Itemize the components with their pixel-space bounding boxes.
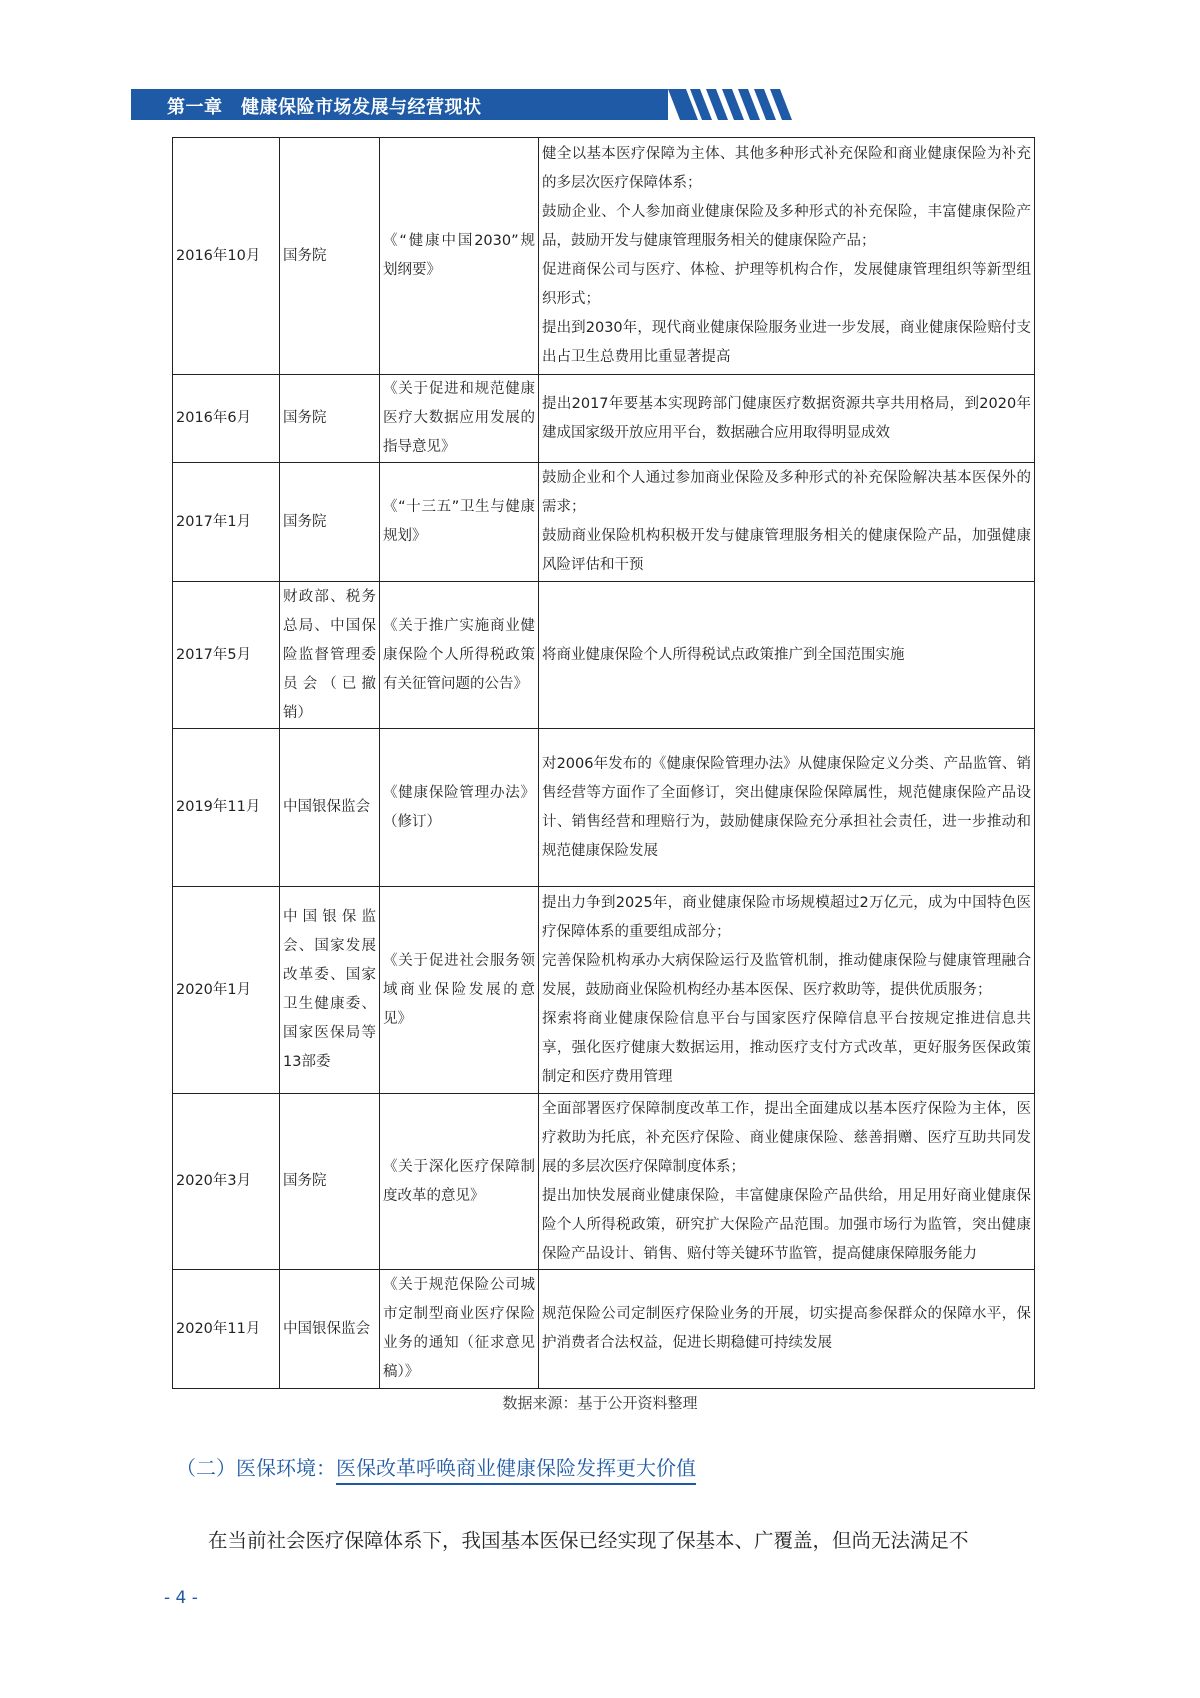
body-paragraph: 在当前社会医疗保障体系下，我国基本医保已经实现了保基本、广覆盖，但尚无法满足不 xyxy=(208,1529,969,1552)
section-prefix: （二）医保环境： xyxy=(176,1456,336,1480)
table-row xyxy=(173,1094,1035,1270)
cell-date: 2017年1月 xyxy=(173,463,280,582)
cell-org: 国务院 xyxy=(280,138,380,375)
cell-org: 国务院 xyxy=(280,463,380,582)
description-item: 提出加快发展商业健康保险，丰富健康保险产品供给，用足用好商业健康保险个人所得税政策，研究扩大保险产品范围。加强市场行为监管，突出健康保险产品设计、销售、赔付等关键环节监管，提高健康保障服务能力 xyxy=(542,1187,1031,1262)
table-row xyxy=(173,138,1035,375)
table-row xyxy=(173,887,1035,1094)
table-row xyxy=(173,582,1035,729)
cell-document: 《关于规范保险公司城市定制型商业医疗保险业务的通知（征求意见稿）》 xyxy=(380,1270,539,1389)
cell-description xyxy=(539,375,1035,463)
cell-org: 中国银保监会 xyxy=(280,1270,380,1389)
cell-document: 《关于推广实施商业健康保险个人所得税政策有关征管问题的公告》 xyxy=(380,582,539,729)
description-item: 鼓励商业保险机构积极开发与健康管理服务相关的健康保险产品，加强健康风险评估和干预 xyxy=(542,528,1031,573)
cell-description xyxy=(539,1094,1035,1270)
cell-description xyxy=(539,1270,1035,1389)
chapter-banner xyxy=(131,89,818,120)
cell-org: 财政部、税务总局、中国保险监督管理委员会（已撤销） xyxy=(280,582,380,729)
cell-description xyxy=(539,887,1035,1094)
cell-org: 国务院 xyxy=(280,1094,380,1270)
cell-description xyxy=(539,729,1035,887)
description-item: 对2006年发布的《健康保险管理办法》从健康保险定义分类、产品监管、销售经营等方面作了全面修订，突出健康保险保障属性，规范健康保险产品设计、销售经营和理赔行为，鼓励健康保险充分承担社会责任，进一步推动和规范健康保险发展 xyxy=(542,755,1031,859)
cell-date: 2017年5月 xyxy=(173,582,280,729)
cell-org: 中国银保监会、国家发展改革委、国家卫生健康委、国家医保局等13部委 xyxy=(280,887,380,1094)
cell-date: 2020年1月 xyxy=(173,887,280,1094)
cell-document: 《关于促进社会服务领域商业保险发展的意见》 xyxy=(380,887,539,1094)
cell-description xyxy=(539,463,1035,582)
cell-description xyxy=(539,582,1035,729)
cell-date: 2016年6月 xyxy=(173,375,280,463)
description-item: 促进商保公司与医疗、体检、护理等机构合作，发展健康管理组织等新型组织形式； xyxy=(542,262,1031,307)
description-item: 鼓励企业和个人通过参加商业保险及多种形式的补充保险解决基本医保外的需求； xyxy=(542,470,1031,515)
source-note: 数据来源：基于公开资料整理 xyxy=(502,1394,698,1412)
table-row xyxy=(173,1270,1035,1389)
description-item: 鼓励企业、个人参加商业健康保险及多种形式的补充保险，丰富健康保险产品，鼓励开发与健康管理服务相关的健康保险产品； xyxy=(542,204,1031,249)
cell-document: 《“健康中国2030”规划纲要》 xyxy=(380,138,539,375)
cell-date: 2020年11月 xyxy=(173,1270,280,1389)
description-item: 全面部署医疗保障制度改革工作，提出全面建成以基本医疗保险为主体，医疗救助为托底，补充医疗保险、商业健康保险、慈善捐赠、医疗互助共同发展的多层次医疗保障制度体系； xyxy=(542,1100,1031,1175)
section-heading xyxy=(176,1452,696,1481)
description-item: 规范保险公司定制医疗保险业务的开展，切实提高参保群众的保障水平，保护消费者合法权益，促进长期稳健可持续发展 xyxy=(542,1306,1031,1351)
description-item: 提出到2030年，现代商业健康保险服务业进一步发展，商业健康保险赔付支出占卫生总费用比重显著提高 xyxy=(542,320,1031,365)
section-title: 医保改革呼唤商业健康保险发挥更大价值 xyxy=(336,1456,696,1485)
description-item: 完善保险机构承办大病保险运行及监管机制，推动健康保险与健康管理融合发展，鼓励商业保险机构经办基本医保、医疗救助等，提供优质服务； xyxy=(542,952,1031,998)
table-row xyxy=(173,729,1035,887)
description-item: 探索将商业健康保险信息平台与国家医疗保障信息平台按规定推进信息共享，强化医疗健康大数据运用，推动医疗支付方式改革，更好服务医保政策制定和医疗费用管理 xyxy=(542,1010,1031,1085)
description-item: 将商业健康保险个人所得税试点政策推广到全国范围实施 xyxy=(542,646,905,663)
cell-date: 2020年3月 xyxy=(173,1094,280,1270)
cell-date: 2019年11月 xyxy=(173,729,280,887)
cell-org: 国务院 xyxy=(280,375,380,463)
cell-document: 《“十三五”卫生与健康规划》 xyxy=(380,463,539,582)
cell-document: 《关于促进和规范健康医疗大数据应用发展的指导意见》 xyxy=(380,375,539,463)
policy-table xyxy=(172,137,1035,1389)
cell-org: 中国银保监会 xyxy=(280,729,380,887)
stripe-decoration xyxy=(668,89,818,120)
description-item: 健全以基本医疗保障为主体、其他多种形式补充保险和商业健康保险为补充的多层次医疗保障体系； xyxy=(542,146,1031,191)
cell-document: 《健康保险管理办法》（修订） xyxy=(380,729,539,887)
table-row xyxy=(173,375,1035,463)
page-number: - 4 - xyxy=(164,1588,198,1608)
table-row xyxy=(173,463,1035,582)
description-item: 提出2017年要基本实现跨部门健康医疗数据资源共享共用格局，到2020年建成国家级开放应用平台，数据融合应用取得明显成效 xyxy=(542,395,1031,441)
description-item: 提出力争到2025年，商业健康保险市场规模超过2万亿元，成为中国特色医疗保障体系的重要组成部分； xyxy=(542,894,1031,940)
cell-date: 2016年10月 xyxy=(173,138,280,375)
cell-document: 《关于深化医疗保障制度改革的意见》 xyxy=(380,1094,539,1270)
chapter-title: 第一章 健康保险市场发展与经营现状 xyxy=(167,97,482,118)
cell-description xyxy=(539,138,1035,375)
